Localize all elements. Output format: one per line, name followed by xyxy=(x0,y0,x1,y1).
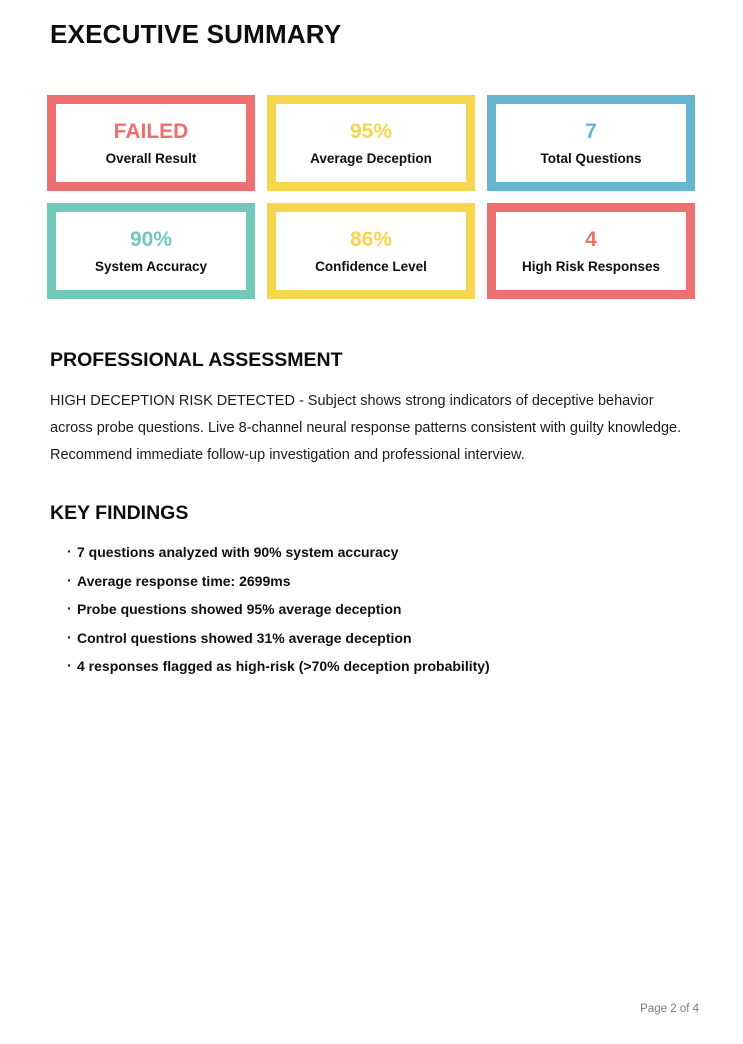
key-finding-item: · 4 responses flagged as high-risk (>70% deception probability) xyxy=(50,659,698,673)
stat-value: 90% xyxy=(129,227,173,251)
page-title: EXECUTIVE SUMMARY xyxy=(50,19,342,49)
stat-label: Average Deception xyxy=(310,150,432,166)
stat-card-average-deception xyxy=(267,95,475,191)
stat-card-overall-result xyxy=(47,95,255,191)
stat-value: 4 xyxy=(585,227,597,251)
stat-value: 95% xyxy=(349,119,393,143)
stat-label: Total Questions xyxy=(540,150,642,166)
stat-value: 7 xyxy=(585,119,597,143)
stat-card-high-risk-responses xyxy=(487,203,695,299)
stat-value: FAILED xyxy=(113,119,189,143)
professional-assessment-section xyxy=(50,349,698,469)
key-finding-item: · Probe questions showed 95% average deception xyxy=(50,602,698,616)
stat-card-system-accuracy xyxy=(47,203,255,299)
key-findings-heading: KEY FINDINGS xyxy=(50,502,189,524)
summary-cards-grid xyxy=(47,95,695,299)
stat-label: System Accuracy xyxy=(94,258,208,274)
page-number: Page 2 of 4 xyxy=(640,1003,699,1015)
key-finding-item: · Average response time: 2699ms xyxy=(50,574,698,588)
stat-card-total-questions xyxy=(487,95,695,191)
stat-card-confidence-level xyxy=(267,203,475,299)
key-finding-item: · 7 questions analyzed with 90% system accuracy xyxy=(50,545,698,559)
key-finding-item: · Control questions showed 31% average deception xyxy=(50,631,698,645)
stat-label: Confidence Level xyxy=(315,258,427,274)
professional-assessment-heading: PROFESSIONAL ASSESSMENT xyxy=(50,349,343,371)
key-findings-list xyxy=(50,545,698,673)
stat-label: Overall Result xyxy=(105,150,197,166)
stat-label: High Risk Responses xyxy=(521,258,661,274)
key-findings-section xyxy=(50,502,698,673)
stat-value: 86% xyxy=(349,227,393,251)
professional-assessment-body: HIGH DECEPTION RISK DETECTED - Subject shows strong indicators of deceptive behavior across probe questions. Live 8-channel neural response patterns consistent with guilty knowledge. Recommend immediate follow-up investigation and professional interview. xyxy=(50,393,682,463)
